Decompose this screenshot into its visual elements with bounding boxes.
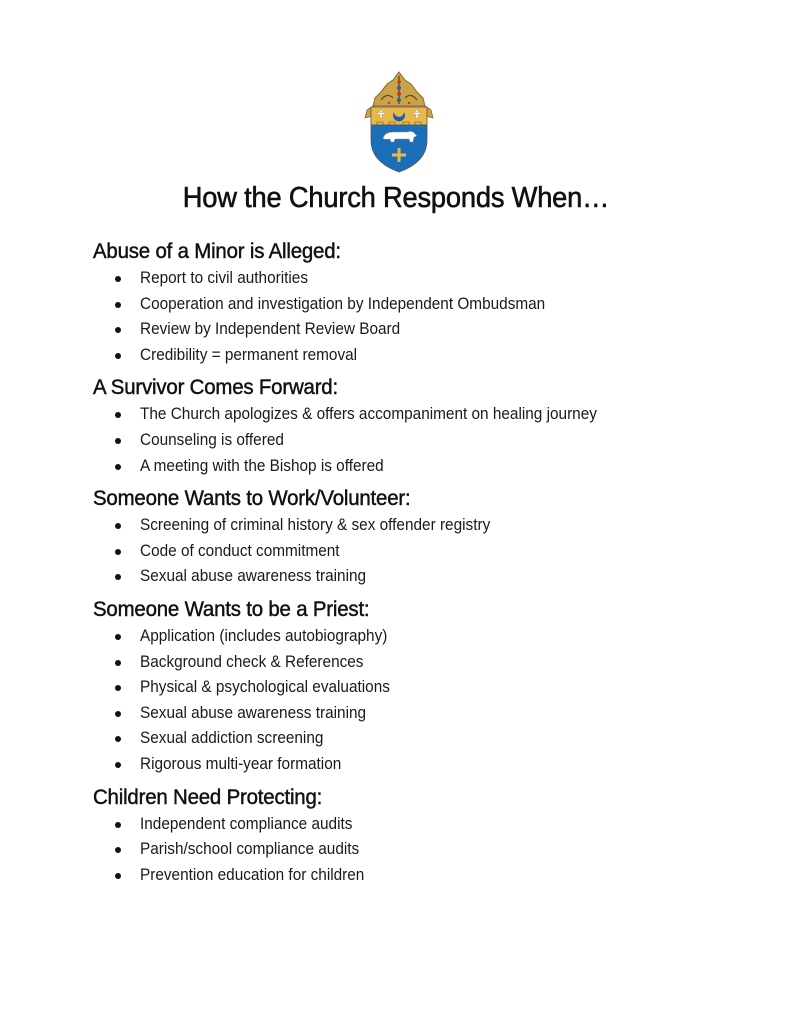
bullet-icon [115, 711, 121, 717]
bullet-icon [115, 353, 121, 359]
list-item: Sexual abuse awareness training [93, 701, 733, 727]
coat-of-arms-logo [359, 70, 439, 174]
list-item: Credibility = permanent removal [93, 343, 733, 369]
list-item: Counseling is offered [93, 428, 733, 454]
bullet-icon [115, 847, 121, 853]
bullet-list [93, 812, 733, 889]
bullet-list [93, 513, 733, 590]
bullet-list [93, 402, 733, 479]
bullet-icon [115, 523, 121, 529]
bullet-icon [115, 464, 121, 470]
bullet-icon [115, 327, 121, 333]
list-item: The Church apologizes & offers accompaniment on healing journey [93, 402, 733, 428]
list-item: Application (includes autobiography) [93, 624, 733, 650]
section-survivor-comes-forward [93, 372, 733, 479]
list-item: Code of conduct commitment [93, 539, 733, 565]
list-item: Rigorous multi-year formation [93, 752, 733, 778]
list-item: Background check & References [93, 650, 733, 676]
list-item: A meeting with the Bishop is offered [93, 454, 733, 480]
bullet-icon [115, 549, 121, 555]
list-item: Screening of criminal history & sex offender registry [93, 513, 733, 539]
list-item: Review by Independent Review Board [93, 317, 733, 343]
bullet-list [93, 624, 733, 778]
list-item: Parish/school compliance audits [93, 837, 733, 863]
section-heading: A Survivor Comes Forward: [93, 375, 338, 400]
list-item: Prevention education for children [93, 863, 733, 889]
bullet-icon [115, 736, 121, 742]
bullet-icon [115, 660, 121, 666]
bullet-icon [115, 762, 121, 768]
section-abuse-alleged [93, 236, 733, 368]
bullet-list [93, 266, 733, 368]
list-item: Report to civil authorities [93, 266, 733, 292]
list-item: Cooperation and investigation by Independent Ombudsman [93, 292, 733, 318]
section-heading: Someone Wants to Work/Volunteer: [93, 486, 411, 511]
list-item: Independent compliance audits [93, 812, 733, 838]
section-heading: Abuse of a Minor is Alleged: [93, 239, 341, 263]
section-heading: Someone Wants to be a Priest: [93, 596, 370, 621]
section-be-a-priest [93, 594, 733, 778]
document-body [93, 236, 733, 892]
crest-icon [359, 70, 439, 174]
page-title: How the Church Responds When… [182, 182, 610, 214]
bullet-icon [115, 302, 121, 308]
section-heading: Children Need Protecting: [93, 784, 323, 809]
bullet-icon [115, 873, 121, 879]
section-work-volunteer [93, 483, 733, 590]
section-children-protecting [93, 782, 733, 889]
bullet-icon [115, 276, 121, 282]
list-item: Physical & psychological evaluations [93, 675, 733, 701]
bullet-icon [115, 685, 121, 691]
bullet-icon [115, 634, 121, 640]
bullet-icon [115, 822, 121, 828]
bullet-icon [115, 574, 121, 580]
bullet-icon [115, 412, 121, 418]
list-item: Sexual abuse awareness training [93, 564, 733, 590]
list-item: Sexual addiction screening [93, 726, 733, 752]
bullet-icon [115, 438, 121, 444]
